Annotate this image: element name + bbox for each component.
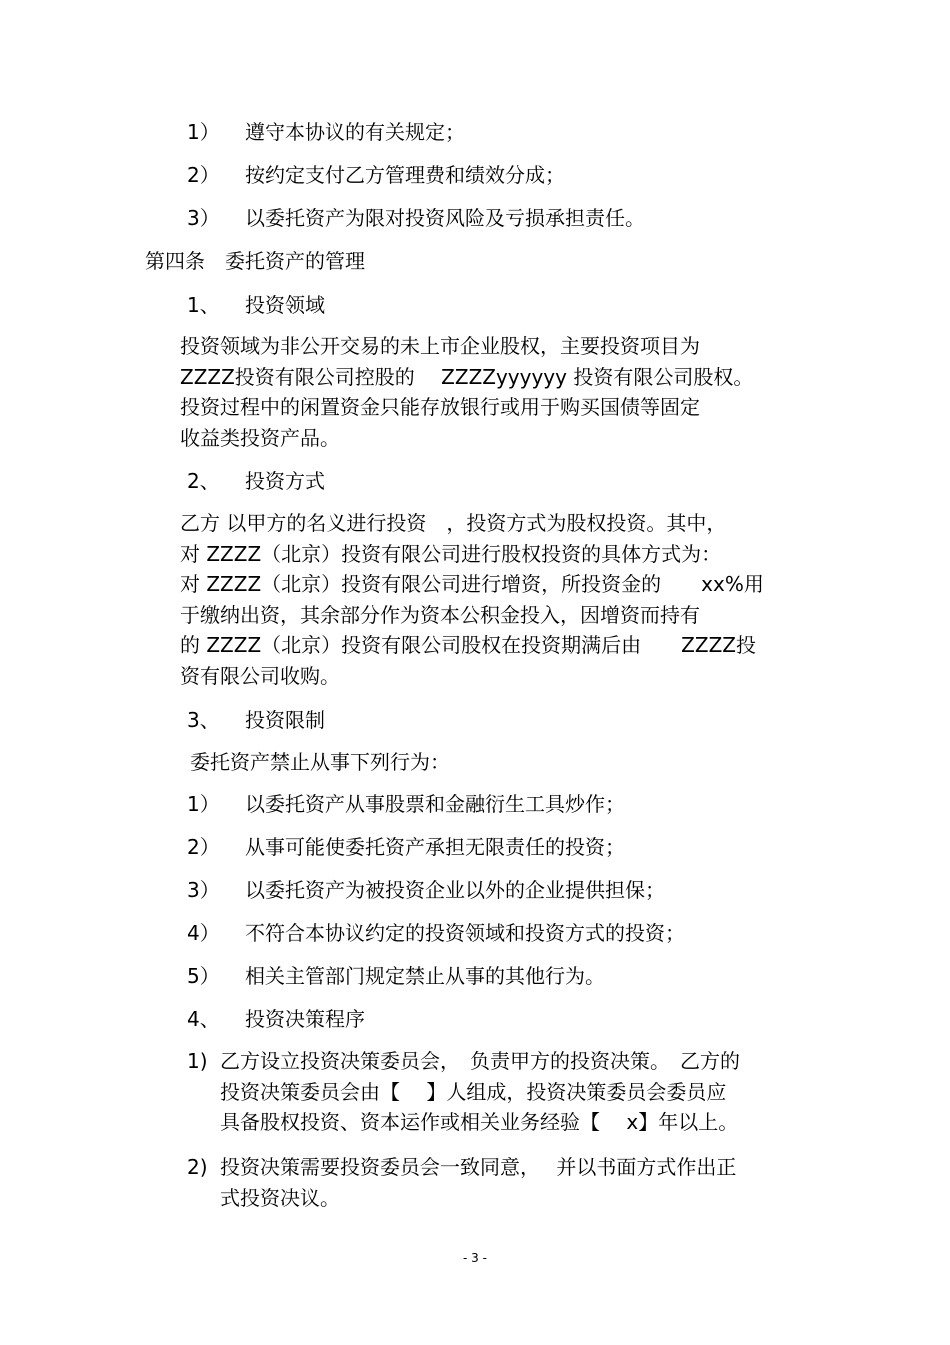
list-item-number: 5） <box>187 964 220 988</box>
list-item-number: 2） <box>187 835 220 859</box>
list-item-number: 1） <box>187 792 220 816</box>
list-item-number: 3） <box>187 206 220 230</box>
list-item-text: 从事可能使委托资产承担无限责任的投资； <box>245 835 625 859</box>
paragraph-line: 乙方 以甲方的名义进行投资 ，投资方式为股权投资。其中， <box>180 511 727 535</box>
list-item-number: 2) <box>187 1155 208 1179</box>
section-title: 投资领域 <box>245 293 325 317</box>
page-number: - 3 - <box>463 1251 487 1265</box>
list-item-number: 1） <box>187 120 220 144</box>
paragraph-line: 式投资决议。 <box>220 1185 340 1210</box>
section-title: 投资限制 <box>245 708 325 732</box>
list-item-text: 遵守本协议的有关规定； <box>245 120 465 144</box>
section-number: 4、 <box>187 1007 220 1031</box>
list-item-number: 4） <box>187 921 220 945</box>
paragraph-line: 投资领域为非公开交易的未上市企业股权，主要投资项目为 <box>180 334 700 358</box>
paragraph-line: 具备股权投资、资本运作或相关业务经验【 x】年以上。 <box>220 1110 739 1134</box>
paragraph-line: 于缴纳出资，其余部分作为资本公积金投入，因增资而持有 <box>180 602 700 627</box>
list-item-text <box>220 1152 736 1213</box>
paragraph-line: 乙方设立投资决策委员会， 负责甲方的投资决策。 乙方的 <box>220 1049 740 1073</box>
section-title: 投资方式 <box>245 469 325 493</box>
list-item-number: 1) <box>187 1049 208 1073</box>
list-item-text: 不符合本协议约定的投资领域和投资方式的投资； <box>245 921 685 945</box>
list-item-text: 以委托资产为被投资企业以外的企业提供担保； <box>245 878 665 902</box>
list-item-number: 2） <box>187 163 220 187</box>
list-item-text: 以委托资产从事股票和金融衍生工具炒作； <box>245 792 625 816</box>
section-title: 投资决策程序 <box>245 1007 365 1031</box>
paragraph-investment-field <box>180 331 753 453</box>
paragraph-intro: 委托资产禁止从事下列行为： <box>190 750 450 774</box>
paragraph-line: 投资决策委员会由【 】人组成，投资决策委员会委员应 <box>220 1079 727 1104</box>
section-number: 1、 <box>187 293 220 317</box>
paragraph-line: ZZZZ投资有限公司控股的 ZZZZyyyyyy 投资有限公司股权。 <box>180 364 754 389</box>
section-number: 2、 <box>187 469 220 493</box>
paragraph-line: 收益类投资产品。 <box>180 425 340 450</box>
paragraph-line: 投资决策需要投资委员会一致同意， 并以书面方式作出正 <box>220 1155 737 1179</box>
paragraph-line: 的 ZZZZ（北京）投资有限公司股权在投资期满后由 ZZZZ投 <box>180 633 756 657</box>
paragraph-line: 对 ZZZZ（北京）投资有限公司进行增资，所投资金的 xx%用 <box>180 572 764 596</box>
paragraph-line: 资有限公司收购。 <box>180 663 340 688</box>
section-number: 3、 <box>187 708 220 732</box>
paragraph-line: 投资过程中的闲置资金只能存放银行或用于购买国债等固定 <box>180 395 700 419</box>
list-item-text: 相关主管部门规定禁止从事的其他行为。 <box>245 964 605 988</box>
list-item-text <box>220 1046 740 1138</box>
article-heading: 第四条 委托资产的管理 <box>145 249 365 273</box>
list-item-number: 3） <box>187 878 220 902</box>
list-item-text: 按约定支付乙方管理费和绩效分成； <box>245 163 565 187</box>
paragraph-line: 对 ZZZZ（北京）投资有限公司进行股权投资的具体方式为： <box>180 541 722 566</box>
list-item-text: 以委托资产为限对投资风险及亏损承担责任。 <box>245 206 645 230</box>
paragraph-investment-method <box>180 508 764 691</box>
